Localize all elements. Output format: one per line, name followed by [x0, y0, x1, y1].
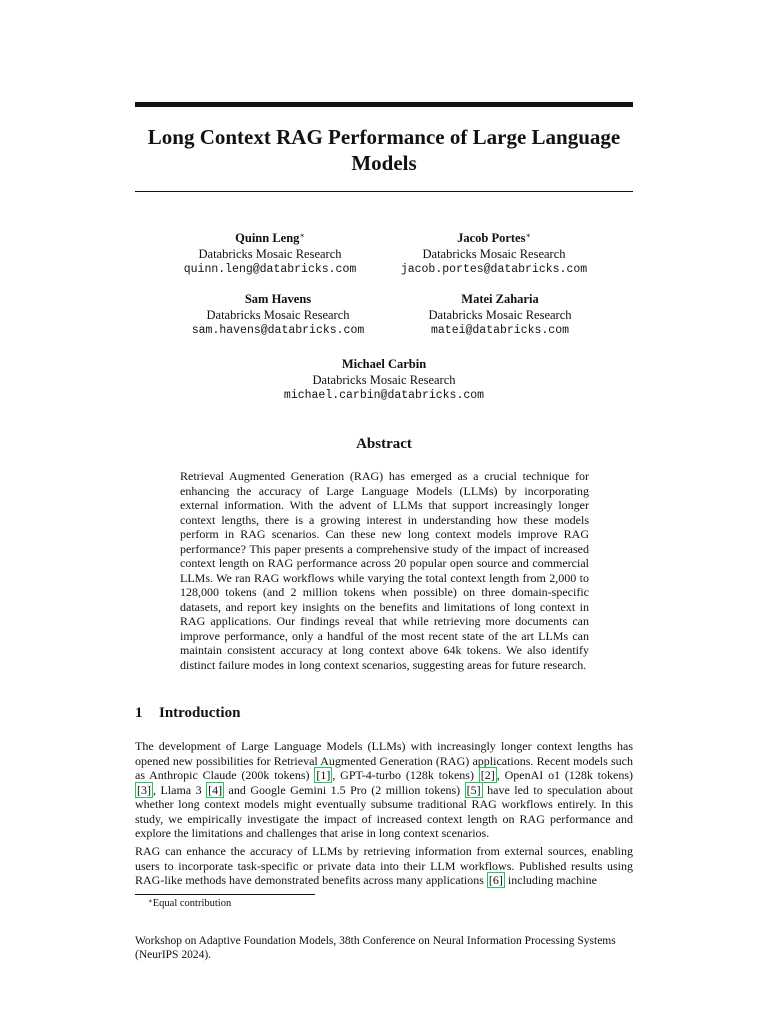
- author-affiliation: Databricks Mosaic Research: [312, 372, 456, 387]
- section-title: Introduction: [159, 705, 241, 721]
- author-block: [364, 228, 624, 278]
- author-block: [254, 357, 514, 404]
- venue-note: Workshop on Adaptive Foundation Models, 38th Conference on Neural Information Processing Systems (NeurIPS 2024).: [135, 935, 616, 961]
- title-bottom-rule: [135, 191, 633, 192]
- footnote-rule: [135, 894, 315, 895]
- author-email[interactable]: jacob.portes@databricks.com: [400, 263, 588, 276]
- author-affiliation: Databricks Mosaic Research: [206, 307, 350, 322]
- paper-title: Long Context RAG Performance of Large Language Models: [147, 125, 621, 175]
- section-number: 1: [135, 705, 143, 721]
- citation-link[interactable]: [6]: [488, 873, 503, 887]
- citation-link[interactable]: [3]: [137, 782, 151, 797]
- title-top-rule: [135, 102, 633, 107]
- footnote: ∗Equal contribution: [148, 897, 232, 909]
- citation-link[interactable]: [4]: [208, 782, 223, 797]
- abstract-text: Retrieval Augmented Generation (RAG) has emerged as a crucial technique for enhancing the accuracy of Large Language Models (LLMs) by incorporating external information. With the advent of LLMs that support increasingly longer context lengths, there is a growing interest in understanding how these models perform in RAG scenarios. Can these new long context models improve RAG performance? This paper presents a comprehensive study of the impact of increased context length on RAG performance across 20 popular open source and commercial LLMs. We ran RAG workflows while varying the total context length from 2,000 to 128,000 tokens (and 2 million tokens when possible) on three domain-specific datasets, and report key insights on the benefits and limitations of long context in RAG applications. Our findings reveal that while retrieving more documents can improve performance, only a handful of the most recent state of the art LLMs can maintain consistent accuracy at long context above 64k tokens. We also identify distinct failure modes in long context scenarios, suggesting areas for future research.: [180, 469, 589, 672]
- author-email[interactable]: michael.carbin@databricks.com: [283, 389, 485, 402]
- author-block: [140, 228, 400, 278]
- citation-link[interactable]: [5]: [466, 782, 481, 797]
- author-block: [148, 292, 408, 339]
- author-name: Sam Havens: [244, 292, 312, 306]
- intro-paragraph-1: The development of Large Language Models (LLMs) with increasingly longer context lengths has opened new possibilities for Retrieval Augmented Generation (RAG) applications. Recent models such as Anthropic Claude (200k tokens) [1] , GPT-4-turbo (128k tokens) [2] , OpenAI o1 (128k tokens) [3] , Llama 3 [4] and Google Gemini 1.5 Pro (2 million tokens) [5] have led to speculation about whether long context models might eventually subsume traditional RAG workflows entirely. In this study, we empirically investigate the impact of increased context length on RAG performance and explore the limitations and challenges that arise in long context scenarios.: [135, 739, 633, 840]
- author-name: Jacob Portes∗: [457, 231, 531, 245]
- author-name: Matei Zaharia: [461, 292, 539, 306]
- author-affiliation: Databricks Mosaic Research: [428, 307, 572, 322]
- section-heading: [135, 705, 240, 722]
- author-email[interactable]: matei@databricks.com: [430, 324, 570, 337]
- author-affiliation: Databricks Mosaic Research: [422, 246, 566, 261]
- citation-link[interactable]: [2]: [480, 768, 495, 782]
- author-email[interactable]: sam.havens@databricks.com: [191, 324, 365, 337]
- abstract-heading: Abstract: [356, 436, 412, 452]
- intro-paragraph-2: RAG can enhance the accuracy of LLMs by retrieving information from external sources, enabling users to incorporate task-specific or private data into their LLM workflows. Published results using RAG-like methods have demonstrated benefits across many applications [6] including machine: [135, 844, 633, 887]
- author-name: Quinn Leng∗: [235, 231, 305, 245]
- author-affiliation: Databricks Mosaic Research: [198, 246, 342, 261]
- author-email[interactable]: quinn.leng@databricks.com: [183, 263, 357, 276]
- citation-link[interactable]: [1]: [316, 768, 331, 782]
- author-name: Michael Carbin: [341, 357, 427, 371]
- author-block: [370, 292, 630, 339]
